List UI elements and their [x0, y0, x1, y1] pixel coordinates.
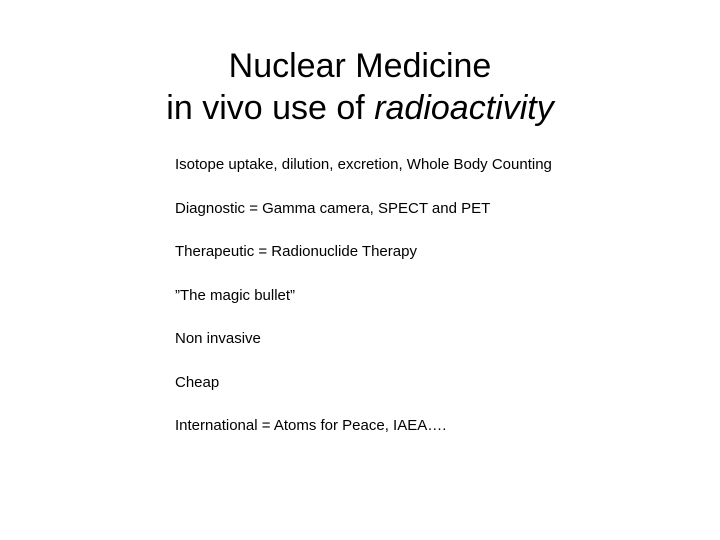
- bullet-item: International = Atoms for Peace, IAEA….: [175, 417, 447, 434]
- bullet-list: [175, 154, 705, 459]
- slide-title: [0, 45, 720, 129]
- bullet-item: Isotope uptake, dilution, excretion, Whole Body Counting: [175, 156, 552, 173]
- bullet-item: Diagnostic = Gamma camera, SPECT and PET: [175, 199, 491, 217]
- title-line-2-italic: radioactivity: [374, 88, 554, 127]
- bullet-item: Cheap: [175, 373, 220, 391]
- bullet-item: Therapeutic = Radionuclide Therapy: [175, 243, 417, 260]
- bullet-item: Non invasive: [175, 330, 261, 347]
- bullet-item: ”The magic bullet”: [175, 286, 296, 304]
- title-line-2-prefix: in vivo use of: [166, 88, 375, 127]
- title-line-1: Nuclear Medicine: [228, 46, 492, 85]
- title-line-2: [0, 87, 720, 129]
